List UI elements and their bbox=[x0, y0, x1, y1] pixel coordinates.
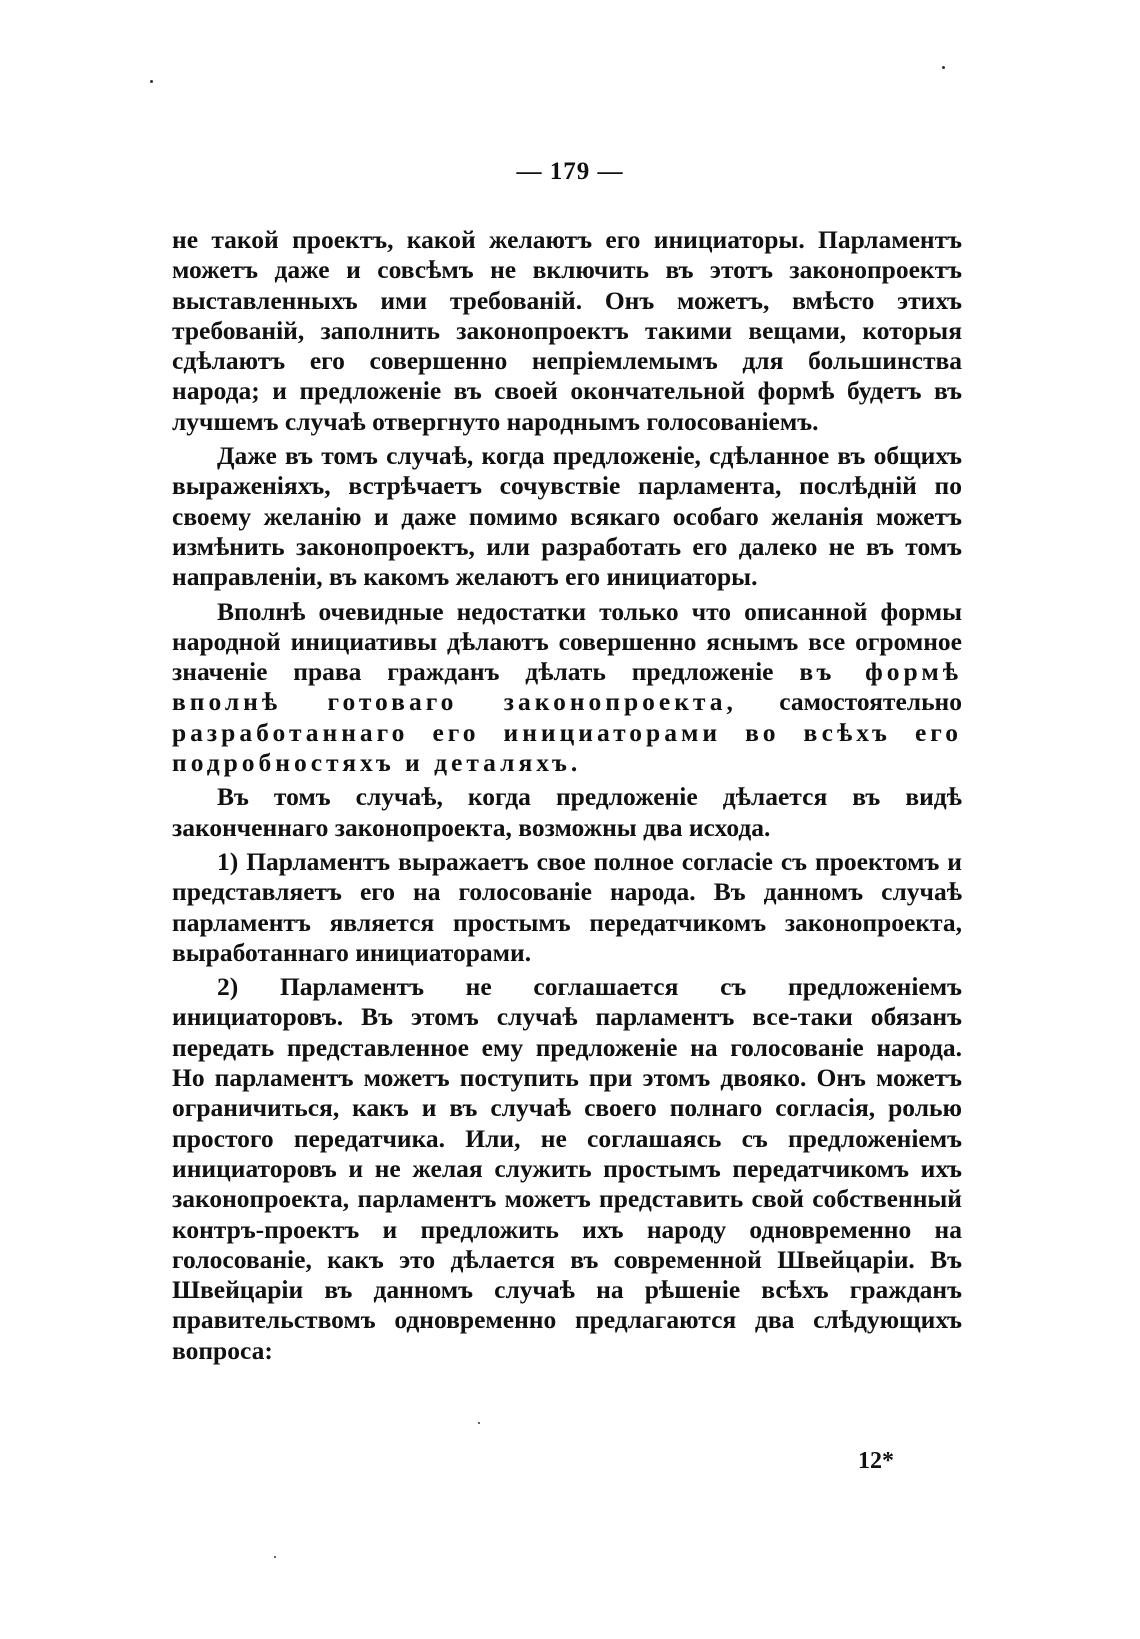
paragraph-1: не такой проектъ, какой желаютъ его инициаторы. Парламентъ можетъ даже и совсѣмъ не включить въ этотъ законопроектъ выставленныхъ ими требованій. Онъ можетъ, вмѣсто этихъ требованій, заполнить законопроектъ такими вещами, которыя сдѣлаютъ его совершенно непріемлемымъ для большинства народа; и предложеніе въ своей окончательной формѣ будетъ въ лучшемъ случаѣ отвергнуто народнымъ голосованіемъ. bbox=[172, 225, 962, 436]
body-text bbox=[172, 225, 962, 1370]
dust-speck bbox=[478, 1422, 480, 1424]
paragraph-3-mid: самостоятельно bbox=[779, 687, 962, 717]
page-number: — 179 — bbox=[516, 158, 624, 185]
dust-speck bbox=[942, 66, 945, 69]
signature-mark: 12* bbox=[858, 1448, 894, 1474]
dust-speck bbox=[274, 1556, 276, 1558]
spaced-phrase-1: въ формѣ вполнѣ готоваго законопроекта, bbox=[172, 657, 963, 717]
paragraph-4: Въ томъ случаѣ, когда предложеніе дѣлается въ видѣ законченнаго законопроекта, возможны два исхода. bbox=[172, 782, 962, 842]
spaced-phrase-2: разработаннаго его инициаторами во всѣхъ его подробностяхъ и деталяхъ. bbox=[172, 717, 962, 778]
paragraph-3-start: Вполнѣ очевидные недостатки только что описанной формы народной инициативы дѣлаютъ совершенно яснымъ все огромное значеніе права гражданъ дѣлать предложеніе bbox=[172, 596, 962, 687]
dust-speck bbox=[150, 80, 153, 83]
paragraph-3 bbox=[172, 597, 962, 779]
paragraph-5: 1) Парламентъ выражаетъ свое полное согласіе съ проектомъ и представляетъ его на голосованіе народа. Въ данномъ случаѣ парламентъ является простымъ передатчикомъ законопроекта, выработаннаго инициаторами. bbox=[172, 846, 962, 967]
paragraph-6: 2) Парламентъ не соглашается съ предложеніемъ инициаторовъ. Въ этомъ случаѣ парламентъ все-таки обязанъ передать представленное ему предложеніе на голосованіе народа. Но парламентъ можетъ поступить при этомъ двояко. Онъ можетъ ограничиться, какъ и въ случаѣ своего полнаго согласія, ролью простого передатчика. Или, не соглашаясь съ предложеніемъ инициаторовъ и не желая служить простымъ передатчикомъ ихъ законопроекта, парламентъ можетъ представить свой собственный контръ-проектъ и предложить ихъ народу одновременно на голосованіе, какъ это дѣлается въ современной Швейцаріи. Въ Швейцаріи въ данномъ случаѣ на рѣшеніе всѣхъ гражданъ правительствомъ одновременно предлагаются два слѣдующихъ вопроса: bbox=[172, 972, 962, 1365]
paragraph-2: Даже въ томъ случаѣ, когда предложеніе, сдѣланное въ общихъ выраженіяхъ, встрѣчаетъ сочувствіе парламента, послѣдній по своему желанію и даже помимо всякаго особаго желанія можетъ измѣнить законопроектъ, или разработать его далеко не въ томъ направленіи, въ какомъ желаютъ его инициаторы. bbox=[172, 441, 962, 592]
